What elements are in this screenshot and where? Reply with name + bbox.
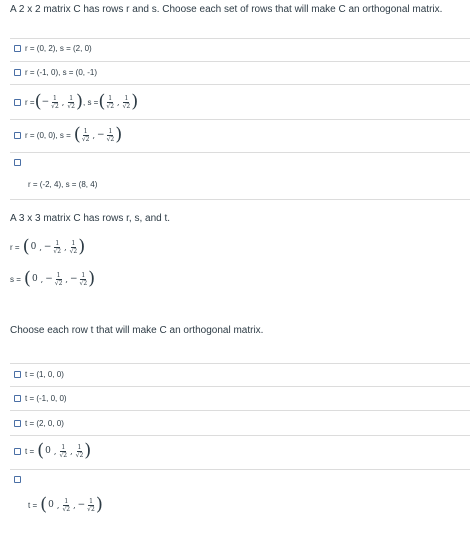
option-text: r = (0, 2), s = (2, 0)	[25, 44, 92, 53]
divider	[10, 152, 470, 153]
q1-option-5-checkbox-row[interactable]	[14, 159, 25, 166]
divider	[10, 84, 470, 85]
option-label: t =	[25, 446, 35, 456]
divider	[10, 38, 470, 39]
row-label: s =	[10, 274, 21, 284]
option-prefix: r = (0, 0), s =	[25, 130, 71, 140]
option-text: t = (1, 0, 0)	[25, 370, 64, 379]
checkbox[interactable]	[14, 132, 21, 139]
option-text: r = (-1, 0), s = (0, -1)	[25, 68, 98, 77]
option-text: t = (2, 0, 0)	[25, 419, 64, 428]
divider	[10, 119, 470, 120]
math-vector-s: ( $\frac{1}{√2}$ , − $\frac{1}{√2}$ )	[73, 124, 123, 145]
math-vector: ( 0 , $\frac{1}{√2}$ , $\frac{1}{√2}$ )	[37, 440, 92, 461]
checkbox[interactable]	[14, 371, 21, 378]
q2-option-4[interactable]	[14, 442, 91, 460]
q2-option-5-checkbox-row[interactable]	[14, 476, 25, 483]
divider	[10, 363, 470, 364]
divider	[10, 435, 470, 436]
checkbox[interactable]	[14, 476, 21, 483]
checkbox[interactable]	[14, 99, 21, 106]
question-1-title: A 2 x 2 matrix C has rows r and s. Choose each set of rows that will make C an orthogonal matrix.	[10, 4, 443, 15]
option-text: t = (-1, 0, 0)	[25, 394, 67, 403]
math-vector-s: ( $\frac{1}{√2}$ , $\frac{1}{√2}$ )	[98, 91, 139, 112]
question-2-title: A 3 x 3 matrix C has rows r, s, and t.	[10, 213, 171, 224]
q2-option-2[interactable]	[14, 394, 67, 403]
q1-option-3[interactable]	[14, 93, 138, 111]
divider	[10, 199, 470, 200]
divider	[10, 410, 470, 411]
checkbox[interactable]	[14, 159, 21, 166]
option-text: r = (-2, 4), s = (8, 4)	[28, 180, 98, 189]
math-vector-r: ( − $\frac{1}{√2}$ , $\frac{1}{√2}$ )	[34, 91, 83, 112]
math-vector: ( 0 , $\frac{1}{√2}$ , − $\frac{1}{√2}$ )	[40, 494, 103, 515]
divider	[10, 61, 470, 62]
q2-option-3[interactable]	[14, 419, 64, 428]
math-vector: ( 0 , − $\frac{1}{√2}$ , $\frac{1}{√2}$ )	[22, 236, 86, 257]
row-s	[10, 270, 95, 288]
checkbox[interactable]	[14, 395, 21, 402]
checkbox[interactable]	[14, 69, 21, 76]
row-label: r =	[10, 242, 20, 252]
q1-option-2[interactable]	[14, 68, 97, 77]
option-label-r: r =	[25, 97, 35, 107]
q1-option-5	[28, 180, 97, 189]
math-vector: ( 0 , − $\frac{1}{√2}$ , − $\frac{1}{√2}$ )	[23, 268, 96, 289]
divider	[10, 386, 470, 387]
q2-option-1[interactable]	[14, 370, 64, 379]
checkbox[interactable]	[14, 448, 21, 455]
checkbox[interactable]	[14, 420, 21, 427]
divider	[10, 469, 470, 470]
row-r	[10, 238, 85, 256]
q2-option-5	[28, 496, 103, 514]
checkbox[interactable]	[14, 45, 21, 52]
q1-option-4[interactable]	[14, 126, 122, 144]
option-label-s: , s =	[83, 97, 99, 107]
question-2-prompt: Choose each row t that will make C an orthogonal matrix.	[10, 325, 264, 336]
option-label: t =	[28, 500, 38, 510]
q1-option-1[interactable]	[14, 44, 92, 53]
